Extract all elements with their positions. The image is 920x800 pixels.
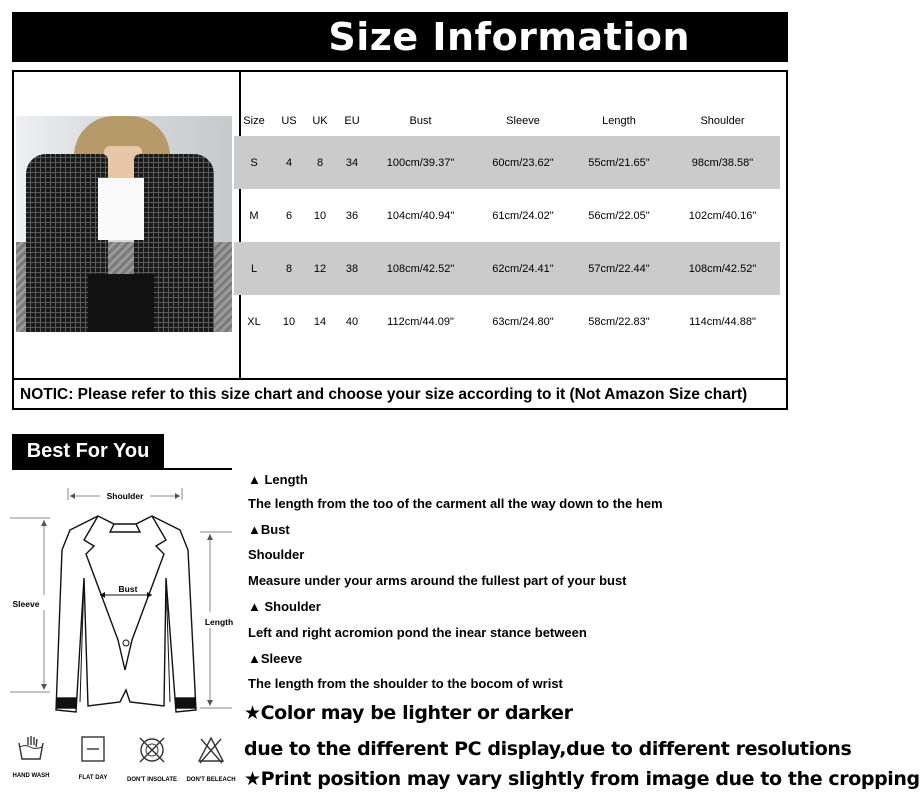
size-notice: NOTIC: Please refer to this size chart and choose your size according to it (Not Amazon Size chart) bbox=[20, 386, 748, 403]
care-label: DON'T INSOLATE bbox=[127, 777, 177, 783]
table-cell: 38 bbox=[336, 242, 368, 295]
flat-dry-icon bbox=[79, 735, 107, 763]
instruction-text: The length from the shoulder to the bocom of wrist bbox=[248, 676, 563, 691]
page-title: Size Information bbox=[12, 12, 788, 62]
table-cell: 104cm/40.94" bbox=[386, 209, 455, 222]
header-size: Size bbox=[243, 114, 265, 127]
instruction-heading-bust: ▲Bust bbox=[248, 522, 290, 537]
care-item bbox=[68, 735, 118, 781]
table-cell: 62cm/24.41" bbox=[473, 242, 573, 295]
table-cell: 10 bbox=[282, 315, 296, 328]
care-item bbox=[6, 735, 56, 779]
table-cell: 55cm/21.65" bbox=[573, 136, 665, 189]
table-cell: 58cm/22.83" bbox=[588, 315, 650, 328]
hand-wash-icon bbox=[16, 735, 46, 761]
size-table bbox=[234, 105, 780, 348]
table-cell: 8 bbox=[304, 136, 336, 189]
care-label: HAND WASH bbox=[12, 773, 50, 779]
table-cell: 36 bbox=[345, 209, 359, 222]
care-label: DON'T BELEACH bbox=[186, 777, 236, 783]
table-row bbox=[234, 295, 780, 348]
care-instructions bbox=[0, 735, 240, 800]
table-cell: 40 bbox=[345, 315, 359, 328]
header-bust: Bust bbox=[409, 114, 432, 127]
table-cell: 34 bbox=[336, 136, 368, 189]
instruction-heading-sleeve: ▲Sleeve bbox=[248, 651, 303, 666]
jacket-outline-icon bbox=[56, 516, 196, 712]
table-row bbox=[234, 189, 780, 242]
instruction-text: The length from the too of the carment all the way down to the hem bbox=[248, 496, 663, 511]
table-cell: 6 bbox=[285, 209, 293, 222]
header-sleeve: Sleeve bbox=[506, 114, 540, 127]
table-header-row bbox=[234, 105, 780, 136]
product-photo bbox=[16, 116, 232, 332]
length-label: Length bbox=[204, 617, 234, 627]
table-cell: 61cm/24.02" bbox=[492, 209, 554, 222]
table-cell: 56cm/22.05" bbox=[588, 209, 650, 222]
do-not-tumble-dry-icon bbox=[137, 735, 167, 765]
care-item bbox=[186, 735, 236, 783]
instruction-heading-length: ▲ Length bbox=[248, 472, 308, 487]
table-cell: 57cm/22.44" bbox=[573, 242, 665, 295]
color-note: ★Color may be lighter or darker bbox=[244, 702, 573, 724]
header-eu: EU bbox=[344, 114, 360, 127]
care-label: FLAT DAY bbox=[78, 775, 108, 781]
table-cell: 100cm/39.37" bbox=[368, 136, 473, 189]
bust-label: Bust bbox=[118, 584, 138, 594]
table-cell: 10 bbox=[313, 209, 327, 222]
header-us: US bbox=[281, 114, 297, 127]
table-cell: 114cm/44.88" bbox=[689, 315, 756, 328]
care-item bbox=[127, 735, 177, 783]
table-cell: 108cm/42.52" bbox=[368, 242, 473, 295]
table-cell: M bbox=[249, 209, 259, 222]
do-not-bleach-icon bbox=[196, 735, 226, 765]
header-uk: UK bbox=[312, 114, 328, 127]
instruction-text: Left and right acromion pond the inear stance between bbox=[248, 625, 587, 640]
table-cell: 8 bbox=[274, 242, 304, 295]
table-row bbox=[234, 136, 780, 189]
table-cell: L bbox=[234, 242, 274, 295]
table-cell: 63cm/24.80" bbox=[492, 315, 554, 328]
table-cell: S bbox=[234, 136, 274, 189]
table-row bbox=[234, 242, 780, 295]
button-icon bbox=[123, 640, 129, 646]
instruction-heading-shoulder: ▲ Shoulder bbox=[248, 599, 321, 614]
table-cell: 108cm/42.52" bbox=[665, 242, 780, 295]
header-shoulder: Shoulder bbox=[700, 114, 745, 127]
shoulder-label: Shoulder bbox=[106, 491, 144, 501]
table-cell: 60cm/23.62" bbox=[473, 136, 573, 189]
sleeve-label: Sleeve bbox=[12, 599, 40, 609]
best-for-you-heading: Best For You bbox=[12, 434, 164, 468]
print-position-note: ★Print position may vary slightly from image due to the cropping bbox=[244, 768, 920, 790]
table-cell: 102cm/40.16" bbox=[688, 209, 757, 222]
table-cell: XL bbox=[247, 315, 261, 328]
instruction-text: Measure under your arms around the fullest part of your bust bbox=[248, 573, 627, 588]
table-cell: 12 bbox=[304, 242, 336, 295]
table-cell: 98cm/38.58" bbox=[665, 136, 780, 189]
table-cell: 14 bbox=[313, 315, 327, 328]
instruction-text: Shoulder bbox=[248, 547, 305, 562]
table-cell: 112cm/44.09" bbox=[387, 315, 454, 328]
table-cell: 4 bbox=[274, 136, 304, 189]
header-length: Length bbox=[602, 114, 636, 127]
display-note: due to the different PC display,due to different resolutions bbox=[244, 738, 852, 760]
